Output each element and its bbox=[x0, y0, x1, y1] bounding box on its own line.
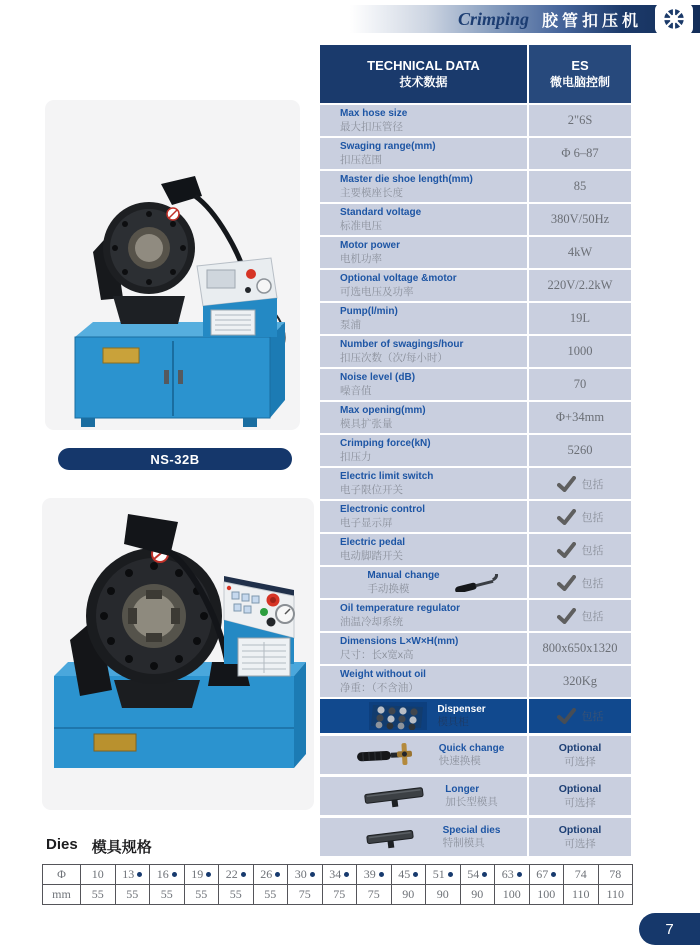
spec-row: Dimensions L×W×H(mm) 尺寸：长x宽x高 800x650x1320 bbox=[320, 633, 631, 664]
spec-value: 19L bbox=[529, 303, 631, 334]
dot-marker bbox=[413, 872, 418, 877]
spec-row-dispenser: Dispenser 模具柜 包括 bbox=[320, 699, 631, 733]
spec-value: 800x650x1320 bbox=[529, 633, 631, 664]
dies-phi-cell: 19 bbox=[185, 865, 220, 885]
spec-value-included: 包括 bbox=[529, 534, 631, 565]
check-icon bbox=[557, 476, 576, 492]
dies-mm-cell: 90 bbox=[392, 885, 427, 905]
check-icon bbox=[557, 509, 576, 525]
spec-value: Φ 6–87 bbox=[529, 138, 631, 169]
spec-row: Master die shoe length(mm) 主要模座长度 85 bbox=[320, 171, 631, 202]
green-button bbox=[260, 608, 268, 616]
control-panel bbox=[224, 576, 294, 676]
dies-mm-cell: 100 bbox=[530, 885, 565, 905]
spec-value: Φ+34mm bbox=[529, 402, 631, 433]
dot-marker bbox=[517, 872, 522, 877]
spec-value-optional: Optional 可选择 bbox=[529, 818, 631, 856]
spec-value: 4kW bbox=[529, 237, 631, 268]
dies-phi-cell: 74 bbox=[564, 865, 599, 885]
dies-mm-cell: 55 bbox=[116, 885, 151, 905]
dot-marker bbox=[310, 872, 315, 877]
header-title-zh: 胶管扣压机 bbox=[541, 12, 642, 30]
spec-row: Number of swagings/hour 扣压次数（次/每小时） 1000 bbox=[320, 336, 631, 367]
spec-row: Swaging range(mm) 扣压范围 Φ 6–87 bbox=[320, 138, 631, 169]
page-header-bar bbox=[0, 5, 700, 33]
spec-value-included: 包括 bbox=[529, 600, 631, 631]
dies-mm-cell: 110 bbox=[564, 885, 599, 905]
check-icon bbox=[557, 575, 576, 591]
dies-phi-cell: 63 bbox=[495, 865, 530, 885]
spec-sheet bbox=[211, 310, 255, 335]
spec-value-optional: Optional 可选择 bbox=[529, 777, 631, 815]
spec-row: Standard voltage 标准电压 380V/50Hz bbox=[320, 204, 631, 235]
spec-row: Crimping force(kN) 扣压力 5260 bbox=[320, 435, 631, 466]
dies-mm-cell: 110 bbox=[599, 885, 634, 905]
dies-mm-cell: 100 bbox=[495, 885, 530, 905]
dot-marker bbox=[448, 872, 453, 877]
spec-value-included: 包括 bbox=[529, 567, 631, 598]
spec-value: 320Kg bbox=[529, 666, 631, 697]
dies-mm-cell: 90 bbox=[426, 885, 461, 905]
control-panel bbox=[197, 258, 277, 337]
spec-value-included: 包括 bbox=[529, 468, 631, 499]
dot-marker bbox=[241, 872, 246, 877]
model-badge: NS-32B bbox=[58, 448, 292, 470]
dot-marker bbox=[137, 872, 142, 877]
brand-plate bbox=[94, 734, 136, 751]
dies-phi-cell: 54 bbox=[461, 865, 496, 885]
dies-section bbox=[42, 836, 633, 905]
dies-phi-cell: 45 bbox=[392, 865, 427, 885]
dot-marker bbox=[482, 872, 487, 877]
spec-value: 70 bbox=[529, 369, 631, 400]
accessory-row: Longer 加长型模具 Optional 可选择 bbox=[320, 777, 631, 815]
dies-phi-cell: 10 bbox=[81, 865, 116, 885]
spec-value: 220V/2.2kW bbox=[529, 270, 631, 301]
spec-row: Weight without oil 净重：（不含油） 320Kg bbox=[320, 666, 631, 697]
dies-phi-header: Φ bbox=[43, 865, 81, 885]
dot-marker bbox=[206, 872, 211, 877]
spec-row: Electric pedal 电动脚踏开关 包括 bbox=[320, 534, 631, 565]
brand-plate bbox=[103, 348, 139, 363]
spec-value-included: 包括 bbox=[529, 501, 631, 532]
spec-row-manual-change: Manual change 手动换模 包括 bbox=[320, 567, 631, 598]
spec-row: Noise level (dB) 噪音值 70 bbox=[320, 369, 631, 400]
spec-row: Max opening(mm) 模具扩张量 Φ+34mm bbox=[320, 402, 631, 433]
black-button bbox=[267, 618, 276, 627]
page-number-tab bbox=[639, 913, 700, 945]
dies-mm-cell: 75 bbox=[357, 885, 392, 905]
spec-value: 5260 bbox=[529, 435, 631, 466]
accessory-row: Quick change 快速换模 Optional 可选择 bbox=[320, 736, 631, 774]
spec-value: 85 bbox=[529, 171, 631, 202]
dot-marker bbox=[275, 872, 280, 877]
dies-rack-photo bbox=[369, 702, 427, 730]
dies-mm-cell: 55 bbox=[150, 885, 185, 905]
dot-marker bbox=[379, 872, 384, 877]
spec-value: 380V/50Hz bbox=[529, 204, 631, 235]
dies-phi-cell: 67 bbox=[530, 865, 565, 885]
estop-button bbox=[246, 269, 256, 279]
cabinet bbox=[75, 322, 285, 427]
dies-phi-cell: 39 bbox=[357, 865, 392, 885]
dies-mm-cell: 75 bbox=[288, 885, 323, 905]
header-technical-data: TECHNICAL DATA 技术数据 bbox=[320, 45, 527, 103]
dies-mm-cell: 75 bbox=[323, 885, 358, 905]
spec-value: 1000 bbox=[529, 336, 631, 367]
dies-mm-cell: 55 bbox=[219, 885, 254, 905]
longer-die-photo bbox=[361, 782, 427, 810]
dies-mm-cell: 55 bbox=[185, 885, 220, 905]
check-icon bbox=[557, 608, 576, 624]
machine-photo-full bbox=[45, 100, 300, 430]
dies-mm-cell: 55 bbox=[81, 885, 116, 905]
crimp-die-icon bbox=[655, 3, 693, 35]
technical-data-table bbox=[320, 45, 631, 859]
dies-phi-cell: 16 bbox=[150, 865, 185, 885]
check-icon bbox=[557, 708, 576, 724]
dies-phi-cell: 13 bbox=[116, 865, 151, 885]
dot-marker bbox=[172, 872, 177, 877]
spec-value: 2"6S bbox=[529, 105, 631, 136]
dies-title: Dies 模具规格 bbox=[46, 836, 152, 856]
gauge bbox=[257, 279, 271, 293]
check-icon bbox=[557, 542, 576, 558]
dies-phi-cell: 34 bbox=[323, 865, 358, 885]
dot-marker bbox=[344, 872, 349, 877]
dies-mm-cell: 90 bbox=[461, 885, 496, 905]
spec-row: Max hose size 最大扣压管径 2"6S bbox=[320, 105, 631, 136]
spec-row: Motor power 电机功率 4kW bbox=[320, 237, 631, 268]
header-title-en: Crimping bbox=[457, 8, 529, 29]
crimp-head bbox=[93, 202, 195, 324]
header-es-model: ES 微电脑控制 bbox=[529, 45, 631, 103]
quick-change-tool-photo bbox=[355, 742, 417, 768]
dies-phi-cell: 30 bbox=[288, 865, 323, 885]
hand-tool-icon bbox=[452, 574, 500, 592]
spec-row: Electronic control 电子显示屏 包括 bbox=[320, 501, 631, 532]
spec-value-included: 包括 bbox=[529, 699, 631, 733]
spec-row: Electric limit switch 电子限位开关 包括 bbox=[320, 468, 631, 499]
dies-phi-cell: 78 bbox=[599, 865, 634, 885]
dies-phi-cell: 51 bbox=[426, 865, 461, 885]
machine-photo-closeup bbox=[42, 498, 314, 810]
dies-phi-cell: 22 bbox=[219, 865, 254, 885]
page-number: 7 bbox=[665, 920, 674, 938]
spec-row: Pump(l/min) 泵浦 19L bbox=[320, 303, 631, 334]
accessory-row: Special dies 特制模具 Optional 可选择 bbox=[320, 818, 631, 856]
table-header-row bbox=[320, 45, 631, 103]
dies-mm-header: mm bbox=[43, 885, 81, 905]
spec-value-optional: Optional 可选择 bbox=[529, 736, 631, 774]
dies-phi-cell: 26 bbox=[254, 865, 289, 885]
spec-row: Oil temperature regulator 油温冷却系统 包括 bbox=[320, 600, 631, 631]
dies-table bbox=[42, 864, 633, 905]
dot-marker bbox=[551, 872, 556, 877]
dies-mm-cell: 55 bbox=[254, 885, 289, 905]
spec-row: Optional voltage &motor 可选电压及功率 220V/2.2kW bbox=[320, 270, 631, 301]
